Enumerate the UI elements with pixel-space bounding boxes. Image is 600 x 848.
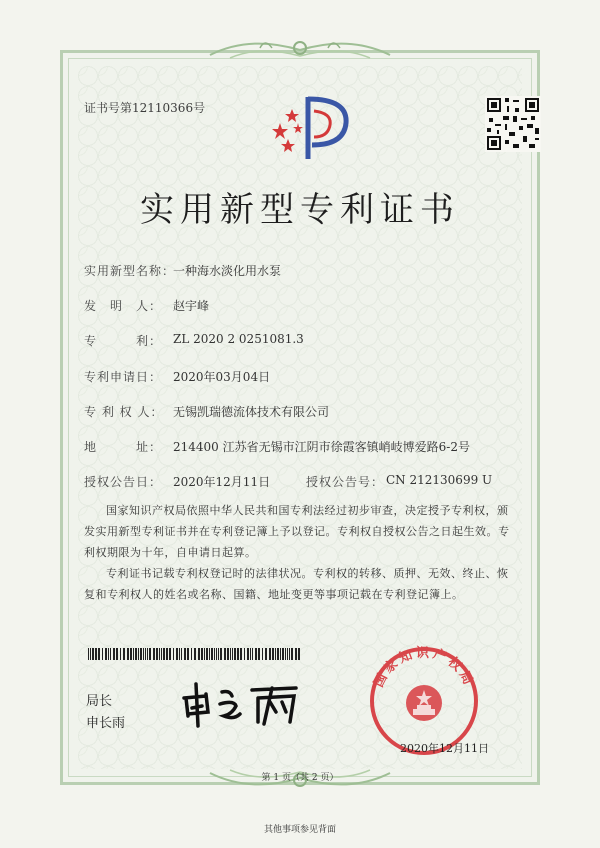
barcode-bar — [173, 648, 174, 660]
grant-date-value: 2020年12月11日 — [173, 475, 271, 489]
field-label-filing-date: 专利申请日： — [84, 370, 163, 384]
barcode-bar — [191, 648, 192, 660]
field-label-patent: 专 利： — [84, 334, 163, 348]
barcode-bar — [149, 648, 151, 660]
barcode-bar — [234, 648, 236, 660]
field-label-address: 地 址： — [84, 440, 163, 454]
barcode-bar — [98, 648, 100, 660]
barcode-bar — [275, 648, 276, 660]
seal-text: 国家知识产权局 — [371, 646, 477, 690]
barcode-bar — [206, 648, 208, 660]
grant-number-label: 授权公告号： — [306, 475, 385, 489]
barcode-icon — [88, 648, 303, 660]
barcode-bar — [166, 648, 168, 660]
barcode-bar — [224, 648, 226, 660]
barcode-bar — [262, 648, 263, 660]
barcode-bar — [179, 648, 180, 660]
footer-note: 其他事项参见背面 — [263, 825, 336, 835]
barcode-bar — [298, 648, 300, 660]
barcode-bar — [95, 648, 97, 660]
barcode-bar — [250, 648, 251, 660]
grant-statement: 国家知识产权局依照中华人民共和国专利法经过初步审查，决定授予专利权，颁发实用新型专利证书并在专利登记簿上予以登记。专利权自授权公告之日起生效。专利权期限为十年，自申请日起算。 — [84, 504, 510, 559]
field-value-name: 一种海水淡化用水泵 — [173, 264, 282, 278]
qr-code-icon — [485, 96, 541, 152]
barcode-bar — [272, 648, 274, 660]
barcode-bar — [102, 648, 103, 660]
barcode-bar — [127, 648, 129, 660]
barcode-bar — [255, 648, 257, 660]
certificate-title: 实用新型专利证书 — [140, 190, 460, 230]
barcode-bar — [295, 648, 297, 660]
barcode-bar — [258, 648, 260, 660]
barcode-bar — [194, 648, 196, 660]
barcode-bar — [161, 648, 162, 660]
barcode-bar — [147, 648, 148, 660]
barcode-bar — [277, 648, 279, 660]
signature-printed-name: 申长雨 — [86, 716, 126, 731]
barcode-bar — [143, 648, 144, 660]
legal-status-statement: 专利证书记载专利权登记时的法律状况。专利权的转移、质押、无效、终止、恢复和专利权人的姓名或名称、国籍、地址变更等事项记载在专利登记簿上。 — [84, 567, 509, 601]
barcode-bar — [176, 648, 178, 660]
field-value-patentee: 无锡凯瑞德流体技术有限公司 — [173, 405, 330, 419]
barcode-bar — [216, 648, 217, 660]
barcode-bar — [237, 648, 239, 660]
barcode-bar — [133, 648, 134, 660]
barcode-bar — [204, 648, 205, 660]
barcode-bar — [232, 648, 233, 660]
field-label-patentee: 专 利 权 人： — [84, 405, 164, 419]
barcode-bar — [138, 648, 139, 660]
barcode-bar — [211, 648, 213, 660]
top-ornament-icon — [200, 30, 400, 70]
barcode-bar — [140, 648, 142, 660]
field-value-patent: ZL 2020 2 0251081.3 — [173, 332, 304, 346]
barcode-bar — [145, 648, 146, 660]
national-emblem-icon — [406, 685, 442, 721]
barcode-bar — [153, 648, 155, 660]
barcode-bar — [291, 648, 293, 660]
field-label-name: 实用新型名称： — [84, 264, 176, 278]
barcode-bar — [90, 648, 91, 660]
signature-role: 局长 — [86, 694, 113, 709]
handwritten-signature — [178, 680, 308, 730]
barcode-bar — [120, 648, 121, 660]
barcode-bar — [252, 648, 253, 660]
barcode-bar — [130, 648, 132, 660]
field-value-inventor: 赵宇峰 — [173, 299, 210, 313]
barcode-bar — [105, 648, 107, 660]
seal-date: 2020年12月11日 — [400, 742, 489, 755]
barcode-bar — [289, 648, 290, 660]
barcode-bar — [198, 648, 200, 660]
barcode-bar — [187, 648, 189, 660]
barcode-bar — [108, 648, 109, 660]
barcode-bar — [201, 648, 203, 660]
page-info: 第 1 页（共 2 页） — [261, 773, 339, 783]
barcode-bar — [280, 648, 281, 660]
field-value-address: 214400 江苏省无锡市江阴市徐霞客镇峭岐博爱路6-2号 — [173, 440, 470, 454]
barcode-bar — [214, 648, 215, 660]
barcode-bar — [116, 648, 118, 660]
barcode-bar — [123, 648, 125, 660]
barcode-bar — [220, 648, 222, 660]
barcode-bar — [269, 648, 271, 660]
barcode-bar — [265, 648, 267, 660]
barcode-bar — [287, 648, 288, 660]
barcode-bar — [163, 648, 165, 660]
grant-date-label: 授权公告日： — [84, 475, 163, 489]
barcode-bar — [181, 648, 182, 660]
barcode-bar — [159, 648, 160, 660]
barcode-bar — [227, 648, 229, 660]
barcode-bar — [285, 648, 286, 660]
barcode-bar — [230, 648, 231, 660]
barcode-bar — [184, 648, 186, 660]
barcode-bar — [113, 648, 115, 660]
sipo-logo-icon — [268, 95, 350, 161]
barcode-bar — [156, 648, 158, 660]
barcode-bar — [92, 648, 94, 660]
barcode-bar — [240, 648, 242, 660]
certificate-number: 证书号第12110366号 — [84, 101, 206, 115]
barcode-bar — [88, 648, 89, 660]
field-label-inventor: 发 明 人： — [84, 299, 163, 313]
barcode-bar — [209, 648, 210, 660]
barcode-bar — [247, 648, 249, 660]
barcode-bar — [244, 648, 245, 660]
barcode-bar — [169, 648, 171, 660]
barcode-bar — [135, 648, 137, 660]
grant-number-value: CN 212130699 U — [386, 473, 493, 487]
field-value-filing-date: 2020年03月04日 — [173, 370, 271, 384]
svg-text:国家知识产权局 — [371, 645, 477, 690]
barcode-bar — [218, 648, 219, 660]
barcode-bar — [282, 648, 284, 660]
barcode-bar — [110, 648, 111, 660]
